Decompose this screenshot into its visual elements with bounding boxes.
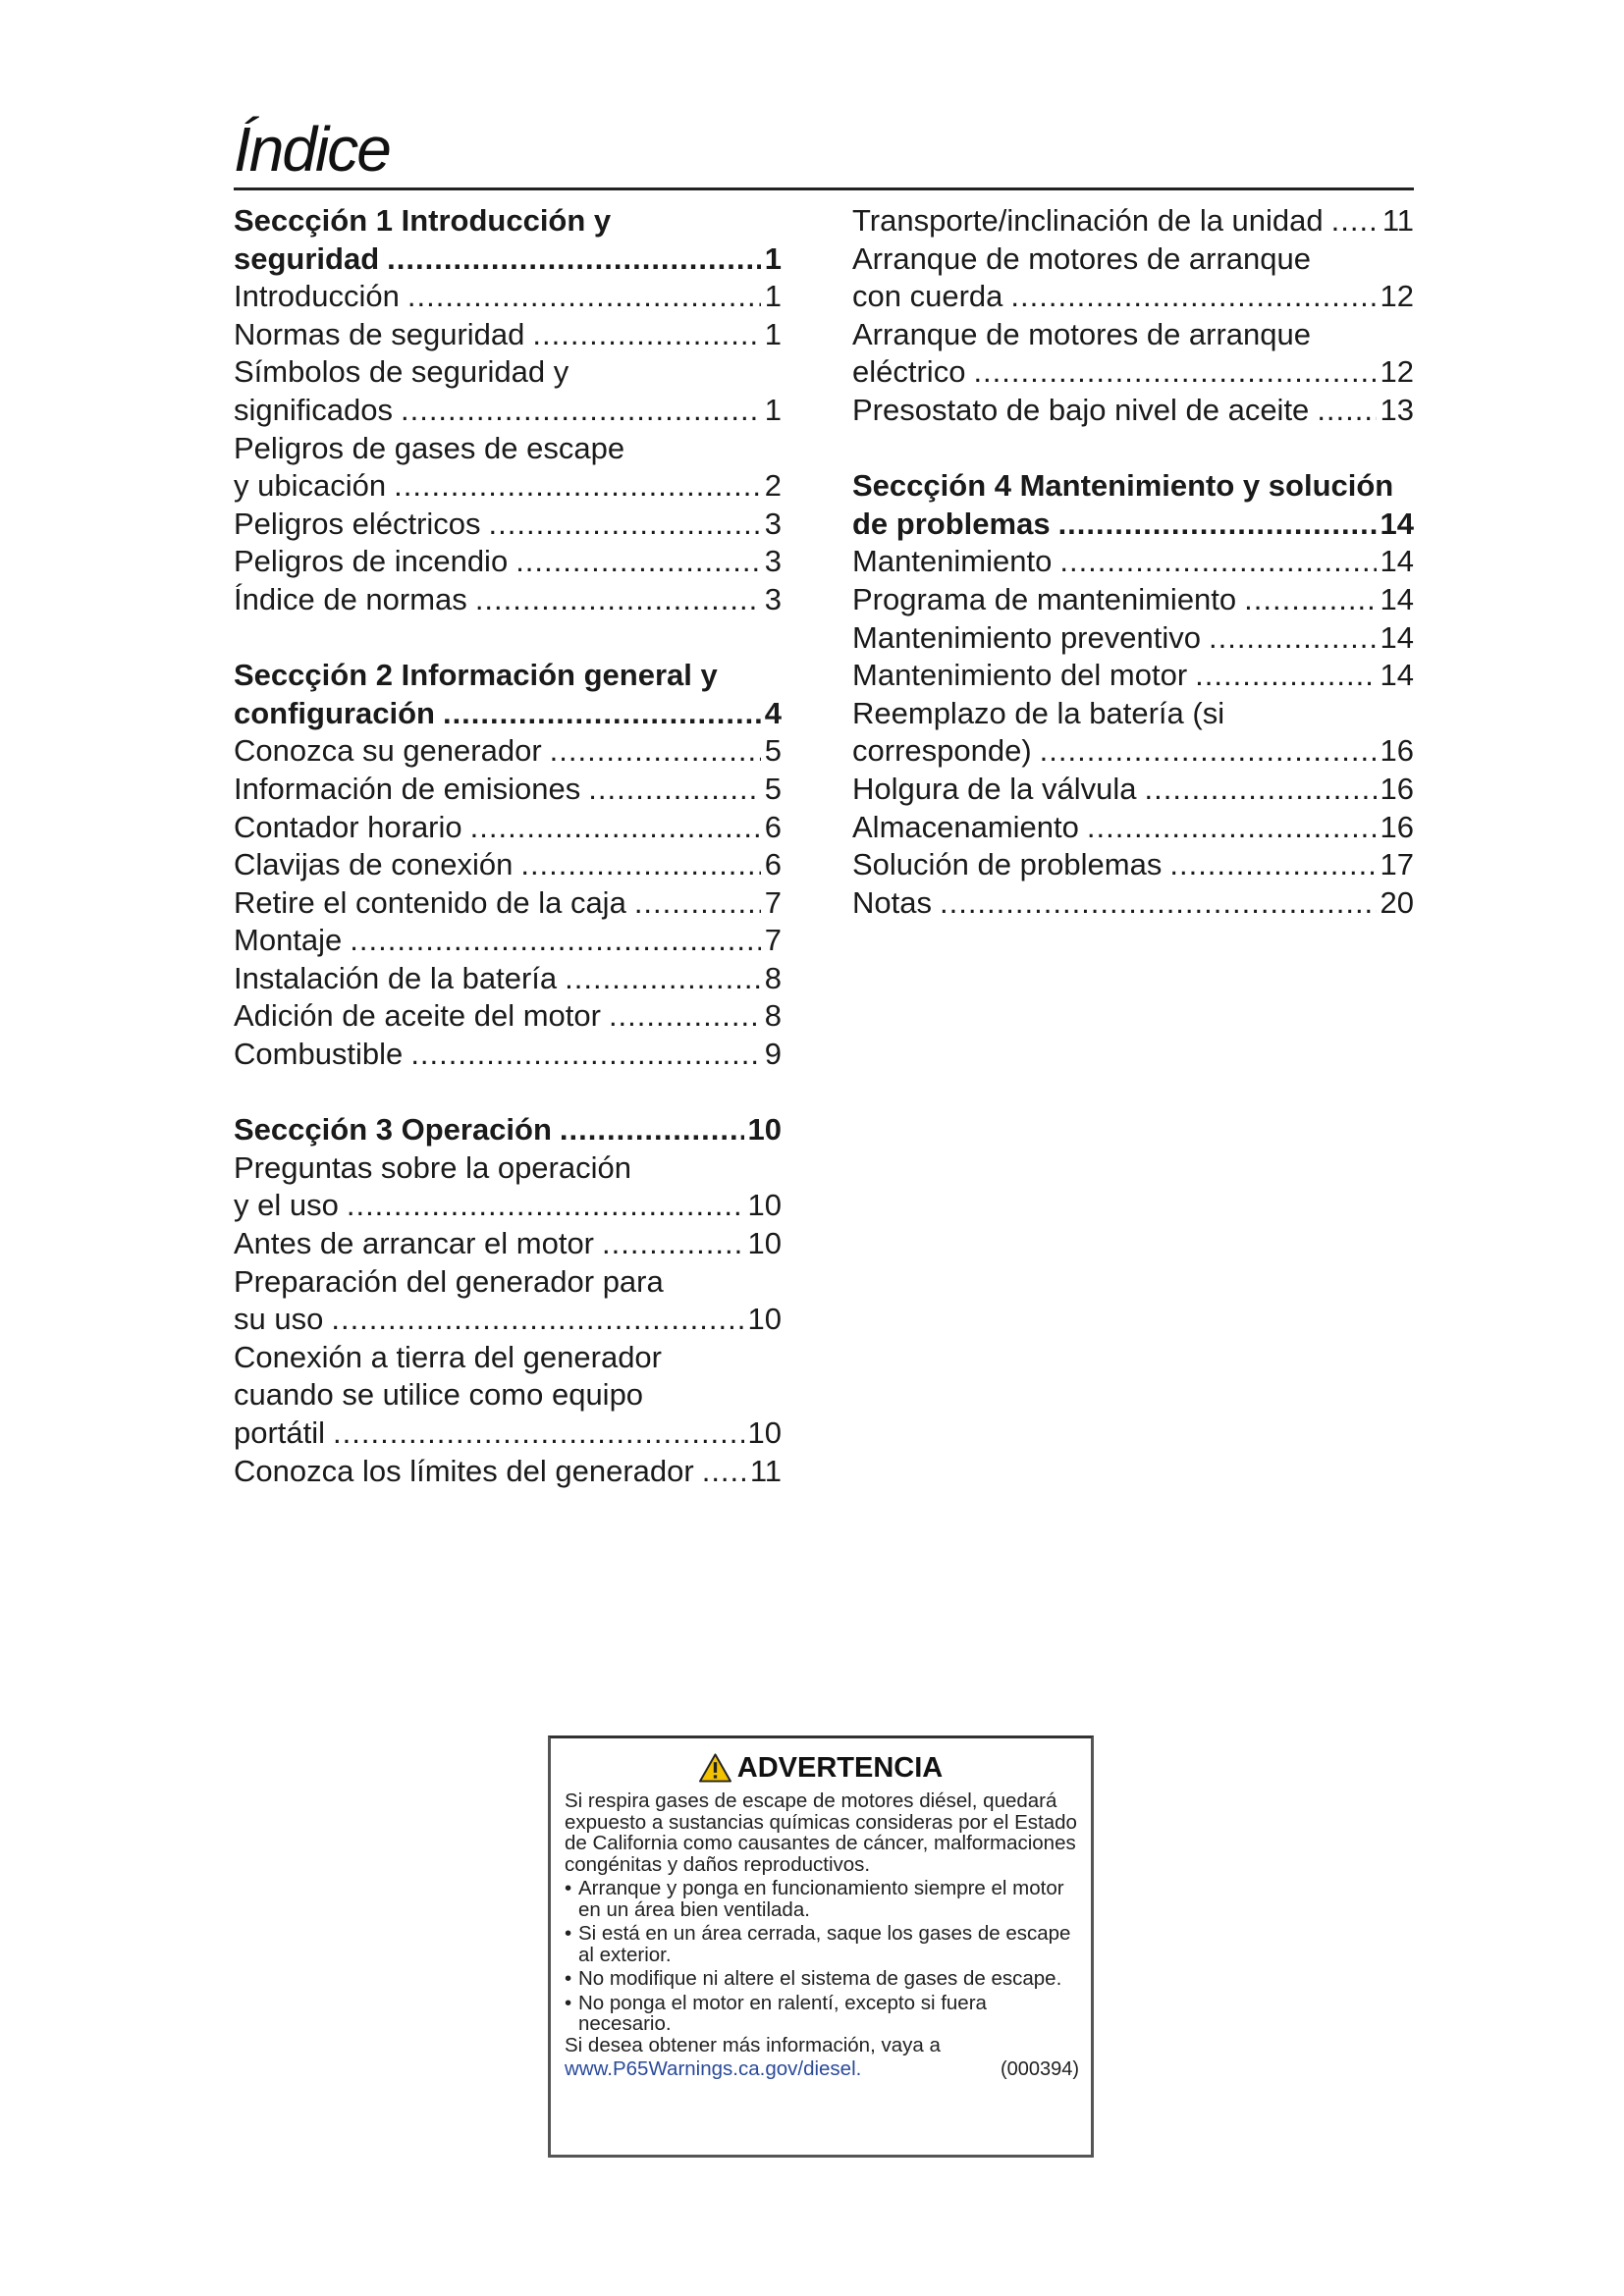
- toc-entry: [234, 960, 782, 998]
- toc-dot-leader: [634, 884, 761, 923]
- toc-dot-leader: [532, 316, 760, 354]
- toc-page-number: 16: [1380, 771, 1414, 806]
- toc-entry: [234, 809, 782, 847]
- toc-entry: [852, 771, 1414, 809]
- toc-entry-label: portátil: [234, 1415, 326, 1450]
- toc-entry: [234, 392, 782, 430]
- toc-page-number: 4: [764, 695, 782, 730]
- toc-section-heading: Seccçión 2 Información general y: [234, 658, 718, 693]
- warning-intro: Si respira gases de escape de motores diésel, quedará expuesto a sustancias químicas consideras por el Estado de California como causantes de cáncer, malformaciones congénitas y daños reproductivos.: [565, 1789, 1077, 1876]
- toc-entry-label: seguridad: [234, 240, 380, 276]
- toc-entry-text: Arranque de motores de arranque: [852, 316, 1312, 351]
- toc-entry-text: Arranque de motores de arranque: [852, 240, 1312, 276]
- toc-entry-text: Preguntas sobre la operación: [234, 1149, 631, 1185]
- toc-dot-leader: [565, 960, 761, 998]
- toc-entry: [852, 657, 1414, 695]
- toc-dot-leader: [410, 1036, 760, 1074]
- warning-more-info: Si desea obtener más información, vaya a: [565, 2033, 941, 2056]
- toc-page-number: 10: [747, 1302, 782, 1337]
- toc-page-number: 12: [1380, 279, 1414, 314]
- toc-entry: [234, 278, 782, 316]
- toc-entry: [234, 316, 782, 354]
- warning-bullet: • Arranque y ponga en funcionamiento siempre el motor en un área bien ventilada.: [565, 1878, 1079, 1920]
- toc-entry-label: Programa de mantenimiento: [852, 581, 1237, 616]
- toc-dot-leader: [407, 278, 761, 316]
- toc-entry: [234, 1036, 782, 1074]
- toc-page-number: 6: [764, 809, 782, 844]
- toc-dot-leader: [1040, 732, 1377, 771]
- toc-entry: [852, 278, 1414, 316]
- toc-spacer: [234, 1074, 782, 1112]
- toc-section-heading: Seccçión 1 Introducción y: [234, 203, 612, 238]
- toc-entry: [852, 809, 1414, 847]
- warning-bullet-text: Arranque y ponga en funcionamiento siempre el motor en un área bien ventilada.: [578, 1877, 1064, 1921]
- toc-spacer: [234, 619, 782, 658]
- warning-bullet-text: Si está en un área cerrada, saque los gases de escape al exterior.: [578, 1922, 1071, 1966]
- toc-entry: [234, 922, 782, 960]
- toc-page-number: 11: [1381, 203, 1414, 238]
- toc-dot-leader: [331, 1301, 743, 1339]
- toc-page-number: 10: [747, 1188, 782, 1223]
- warning-code: (000394): [1000, 2058, 1079, 2080]
- toc-entry-label: Clavijas de conexión: [234, 847, 514, 882]
- toc-page-number: 5: [764, 733, 782, 769]
- toc-dot-leader: [1059, 543, 1376, 581]
- toc-entry-label: Mantenimiento preventivo: [852, 619, 1201, 655]
- toc-section-heading: [852, 506, 1414, 544]
- toc-entry-label: eléctrico: [852, 354, 966, 390]
- toc-dot-leader: [333, 1415, 743, 1453]
- toc-entry: [852, 353, 1414, 392]
- toc-dot-leader: [1331, 202, 1379, 240]
- toc-entry-label: Notas: [852, 884, 932, 920]
- toc-dot-leader: [1209, 619, 1377, 658]
- toc-page-number: 9: [764, 1037, 782, 1072]
- toc-entry: [234, 846, 782, 884]
- toc-page-number: 14: [1380, 544, 1414, 579]
- toc-page-number: 3: [764, 544, 782, 579]
- toc-entry-label: Almacenamiento: [852, 809, 1079, 844]
- toc-entry-label: significados: [234, 392, 393, 427]
- toc-page-number: 16: [1380, 733, 1414, 769]
- toc-entry: [852, 846, 1414, 884]
- toc-entry-label: Mantenimiento: [852, 544, 1053, 579]
- toc-page-number: 16: [1380, 809, 1414, 844]
- toc-page-number: 10: [747, 1112, 782, 1148]
- toc-entry-text: Símbolos de seguridad y: [234, 354, 569, 390]
- toc-page-number: 8: [764, 960, 782, 995]
- toc-entry-label: Peligros de incendio: [234, 544, 509, 579]
- toc-entry-label: Solución de problemas: [852, 847, 1163, 882]
- toc-section-heading: [234, 240, 782, 279]
- toc-entry-text: Preparación del generador para: [234, 1263, 664, 1299]
- toc-dot-leader: [588, 771, 761, 809]
- toc-entry-label: configuración: [234, 695, 435, 730]
- toc-page-number: 3: [764, 581, 782, 616]
- toc-entry-text: Reemplazo de la batería (si: [852, 695, 1225, 730]
- toc-entry: [852, 543, 1414, 581]
- toc-page-number: 14: [1380, 506, 1414, 541]
- toc-entry-label: Introducción: [234, 279, 400, 314]
- toc-entry-label: Montaje: [234, 923, 343, 958]
- toc-entry: [852, 732, 1414, 771]
- toc-dot-leader: [609, 997, 761, 1036]
- toc-page-number: 13: [1380, 392, 1414, 427]
- toc-spacer: [852, 430, 1414, 468]
- toc-dot-leader: [443, 695, 761, 733]
- toc-dot-leader: [347, 1187, 744, 1225]
- toc-entry-label: Índice de normas: [234, 581, 467, 616]
- toc-dot-leader: [1169, 846, 1376, 884]
- toc-dot-leader: [475, 581, 761, 619]
- warning-bullet-text: No modifique ni altere el sistema de gases de escape.: [578, 1967, 1062, 1990]
- toc-entry-label: Seccçión 3 Operación: [234, 1112, 552, 1148]
- toc-entry-label: Normas de seguridad: [234, 316, 525, 351]
- toc-page-number: 1: [764, 316, 782, 351]
- toc-page-number: 10: [747, 1226, 782, 1261]
- toc-dot-leader: [702, 1453, 746, 1491]
- toc-dot-leader: [940, 884, 1377, 923]
- toc-entry-text: Conexión a tierra del generador: [234, 1339, 662, 1374]
- toc-page-number: 17: [1380, 847, 1414, 882]
- title-rule: [234, 187, 1414, 190]
- toc-entry-label: Combustible: [234, 1037, 404, 1072]
- toc-entry-label: Información de emisiones: [234, 771, 581, 806]
- toc-dot-leader: [1195, 657, 1376, 695]
- toc-dot-leader: [387, 240, 761, 279]
- toc-page-number: 5: [764, 771, 782, 806]
- toc-entry: [234, 1453, 782, 1491]
- toc-entry: [234, 543, 782, 581]
- toc-entry: [234, 732, 782, 771]
- toc-entry-label: Peligros eléctricos: [234, 506, 481, 541]
- warning-bullet: • No ponga el motor en ralentí, excepto si fuera necesario.: [565, 1993, 1079, 2035]
- toc-entry-label: Holgura de la válvula: [852, 771, 1137, 806]
- toc-section-heading: [234, 695, 782, 733]
- toc-entry-text: cuando se utilice como equipo: [234, 1377, 644, 1413]
- toc-dot-leader: [560, 1111, 744, 1149]
- toc-column-left: [234, 202, 782, 1490]
- toc-entry: [234, 771, 782, 809]
- toc-page-number: 8: [764, 998, 782, 1034]
- toc-page-number: 14: [1380, 619, 1414, 655]
- toc-page-number: 20: [1380, 884, 1414, 920]
- toc-entry: [234, 1415, 782, 1453]
- toc-dot-leader: [973, 353, 1376, 392]
- toc-entry: [852, 619, 1414, 658]
- warning-box: [548, 1735, 1094, 2158]
- toc-dot-leader: [1317, 392, 1376, 430]
- toc-dot-leader: [602, 1225, 744, 1263]
- toc-entry: [234, 1225, 782, 1263]
- toc-entry-label: de problemas: [852, 506, 1051, 541]
- toc-entry-label: Presostato de bajo nivel de aceite: [852, 392, 1310, 427]
- toc-dot-leader: [401, 392, 761, 430]
- toc-page-number: 1: [764, 392, 782, 427]
- toc-page-number: 3: [764, 506, 782, 541]
- toc-dot-leader: [489, 506, 761, 544]
- toc-dot-leader: [1087, 809, 1377, 847]
- toc-entry: [234, 467, 782, 506]
- warning-bullet-text: No ponga el motor en ralentí, excepto si fuera necesario.: [578, 1991, 987, 2035]
- warning-url-link[interactable]: www.P65Warnings.ca.gov/diesel.: [565, 2057, 862, 2080]
- toc-entry: [852, 392, 1414, 430]
- toc-dot-leader: [1058, 506, 1377, 544]
- toc-entry: [234, 506, 782, 544]
- toc-entry-label: Mantenimiento del motor: [852, 658, 1188, 693]
- toc-page-number: 7: [764, 923, 782, 958]
- toc-entry: [234, 1187, 782, 1225]
- toc-page-number: 11: [749, 1453, 782, 1488]
- toc-entry-label: y el uso: [234, 1188, 339, 1223]
- toc-page-number: 6: [764, 847, 782, 882]
- page-title: Índice: [234, 114, 390, 185]
- toc-entry: [852, 884, 1414, 923]
- toc-entry-label: Transporte/inclinación de la unidad: [852, 203, 1324, 238]
- toc-entry-label: Adición de aceite del motor: [234, 998, 601, 1034]
- toc-dot-leader: [515, 543, 761, 581]
- toc-entry-text: Peligros de gases de escape: [234, 430, 625, 465]
- toc-section-heading: [234, 1111, 782, 1149]
- toc-section-heading: Seccçión 4 Mantenimiento y solución: [852, 468, 1394, 504]
- toc-dot-leader: [550, 732, 761, 771]
- toc-dot-leader: [1145, 771, 1377, 809]
- toc-entry: [234, 1301, 782, 1339]
- warning-header: [551, 1751, 1091, 1785]
- toc-entry-label: Antes de arrancar el motor: [234, 1226, 595, 1261]
- toc-entry: [852, 202, 1414, 240]
- toc-entry-label: Conozca los límites del generador: [234, 1453, 694, 1488]
- toc-page-number: 2: [764, 468, 782, 504]
- toc-page-number: 14: [1380, 581, 1414, 616]
- toc-dot-leader: [1010, 278, 1376, 316]
- toc-dot-leader: [1244, 581, 1376, 619]
- warning-triangle-icon: [699, 1753, 731, 1783]
- toc-entry-label: con cuerda: [852, 279, 1003, 314]
- toc-entry-label: Contador horario: [234, 809, 462, 844]
- toc-entry-label: corresponde): [852, 733, 1032, 769]
- toc-entry-label: Conozca su generador: [234, 733, 542, 769]
- toc-entry: [234, 997, 782, 1036]
- toc-entry: [234, 884, 782, 923]
- toc-page-number: 14: [1380, 658, 1414, 693]
- toc-entry-label: y ubicación: [234, 468, 387, 504]
- toc-page-number: 12: [1380, 354, 1414, 390]
- toc-entry: [852, 581, 1414, 619]
- warning-heading: ADVERTENCIA: [736, 1752, 944, 1784]
- toc-entry-label: su uso: [234, 1302, 324, 1337]
- warning-bullet: • No modifique ni altere el sistema de gases de escape.: [565, 1968, 1079, 1990]
- toc-entry-label: Instalación de la batería: [234, 960, 558, 995]
- toc-dot-leader: [520, 846, 760, 884]
- toc-entry-label: Retire el contenido de la caja: [234, 884, 626, 920]
- toc-entry: [234, 581, 782, 619]
- toc-dot-leader: [470, 809, 761, 847]
- toc-dot-leader: [394, 467, 761, 506]
- toc-column-right: [852, 202, 1414, 922]
- warning-bullet: • Si está en un área cerrada, saque los gases de escape al exterior.: [565, 1923, 1079, 1965]
- toc-dot-leader: [350, 922, 760, 960]
- toc-page-number: 10: [747, 1415, 782, 1450]
- toc-page-number: 1: [764, 279, 782, 314]
- toc-page-number: 1: [764, 240, 782, 276]
- toc-page-number: 7: [764, 884, 782, 920]
